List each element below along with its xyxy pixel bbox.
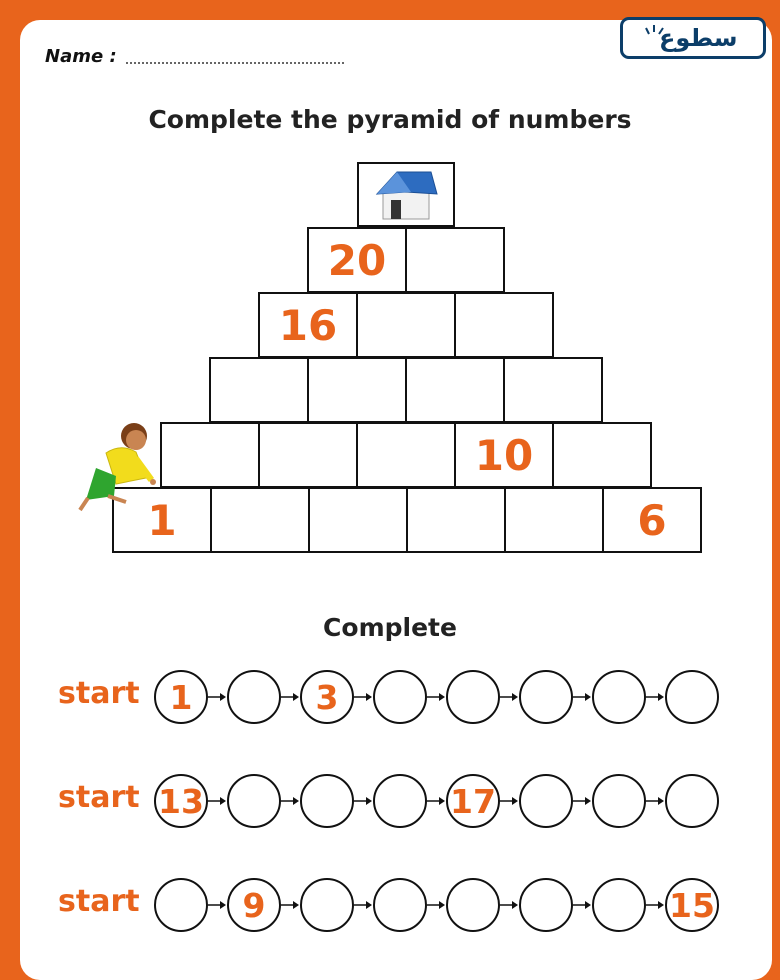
arrow-right-icon [208, 900, 226, 910]
pyramid-cell[interactable] [406, 487, 506, 553]
name-field[interactable] [126, 62, 344, 64]
sequence-circle[interactable] [373, 774, 427, 828]
pyramid-cell[interactable] [209, 357, 309, 423]
sequence-circle[interactable] [519, 670, 573, 724]
pyramid-cell[interactable] [405, 357, 505, 423]
sequence-circle[interactable] [300, 878, 354, 932]
pyramid-cell: 16 [258, 292, 358, 358]
arrow-right-icon [646, 796, 664, 806]
sequence-circle[interactable] [519, 774, 573, 828]
arrow-right-icon [646, 692, 664, 702]
arrow-right-icon [281, 900, 299, 910]
arrow-right-icon [573, 692, 591, 702]
sequence-circle[interactable] [665, 670, 719, 724]
sequence-circle[interactable] [592, 670, 646, 724]
pyramid-cell[interactable] [504, 487, 604, 553]
start-label: start [58, 780, 140, 815]
sequence-circle: 17 [446, 774, 500, 828]
pyramid-cell: 10 [454, 422, 554, 488]
arrow-right-icon [500, 692, 518, 702]
arrow-right-icon [208, 692, 226, 702]
sequence-circle[interactable] [154, 878, 208, 932]
sequence-circle[interactable] [446, 878, 500, 932]
sequence-title: Complete [323, 613, 457, 642]
sequence-circle[interactable] [373, 670, 427, 724]
arrow-right-icon [354, 796, 372, 806]
sequence-circle[interactable] [446, 670, 500, 724]
sequence-circle: 9 [227, 878, 281, 932]
house-icon [359, 164, 453, 225]
pyramid-top-cell [357, 162, 455, 227]
arrow-right-icon [354, 692, 372, 702]
pyramid-cell[interactable] [552, 422, 652, 488]
arrow-right-icon [354, 900, 372, 910]
arrow-right-icon [646, 900, 664, 910]
sequence-circle: 1 [154, 670, 208, 724]
pyramid-cell: 6 [602, 487, 702, 553]
pyramid-cell[interactable] [258, 422, 358, 488]
sequence-circle: 13 [154, 774, 208, 828]
sequence-circle[interactable] [592, 878, 646, 932]
sequence-circle[interactable] [665, 774, 719, 828]
pyramid-cell[interactable] [160, 422, 260, 488]
pyramid-title: Complete the pyramid of numbers [148, 105, 632, 134]
sequence-circle[interactable] [300, 774, 354, 828]
pyramid-cell: 20 [307, 227, 407, 293]
sequence-circle: 15 [665, 878, 719, 932]
arrow-right-icon [500, 900, 518, 910]
arrow-right-icon [573, 900, 591, 910]
pyramid-cell[interactable] [356, 422, 456, 488]
start-label: start [58, 676, 140, 711]
pyramid-cell[interactable] [405, 227, 505, 293]
arrow-right-icon [427, 692, 445, 702]
boy-illustration [76, 418, 166, 513]
sequence-circle[interactable] [227, 670, 281, 724]
logo-text: سطوع [659, 24, 738, 52]
arrow-right-icon [427, 796, 445, 806]
pyramid-cell[interactable] [503, 357, 603, 423]
arrow-right-icon [208, 796, 226, 806]
sequence-circle[interactable] [519, 878, 573, 932]
pyramid-cell[interactable] [210, 487, 310, 553]
arrow-right-icon [281, 796, 299, 806]
arrow-right-icon [281, 692, 299, 702]
pyramid-cell[interactable] [308, 487, 408, 553]
arrow-right-icon [427, 900, 445, 910]
name-label: Name : [45, 46, 117, 67]
pyramid-cell: 1 [112, 487, 212, 553]
sequence-circle[interactable] [592, 774, 646, 828]
sequence-circle[interactable] [373, 878, 427, 932]
logo [620, 17, 766, 59]
arrow-right-icon [500, 796, 518, 806]
pyramid-cell[interactable] [307, 357, 407, 423]
arrow-right-icon [573, 796, 591, 806]
pyramid-cell[interactable] [356, 292, 456, 358]
sequence-circle: 3 [300, 670, 354, 724]
start-label: start [58, 884, 140, 919]
sequence-circle[interactable] [227, 774, 281, 828]
pyramid-cell[interactable] [454, 292, 554, 358]
